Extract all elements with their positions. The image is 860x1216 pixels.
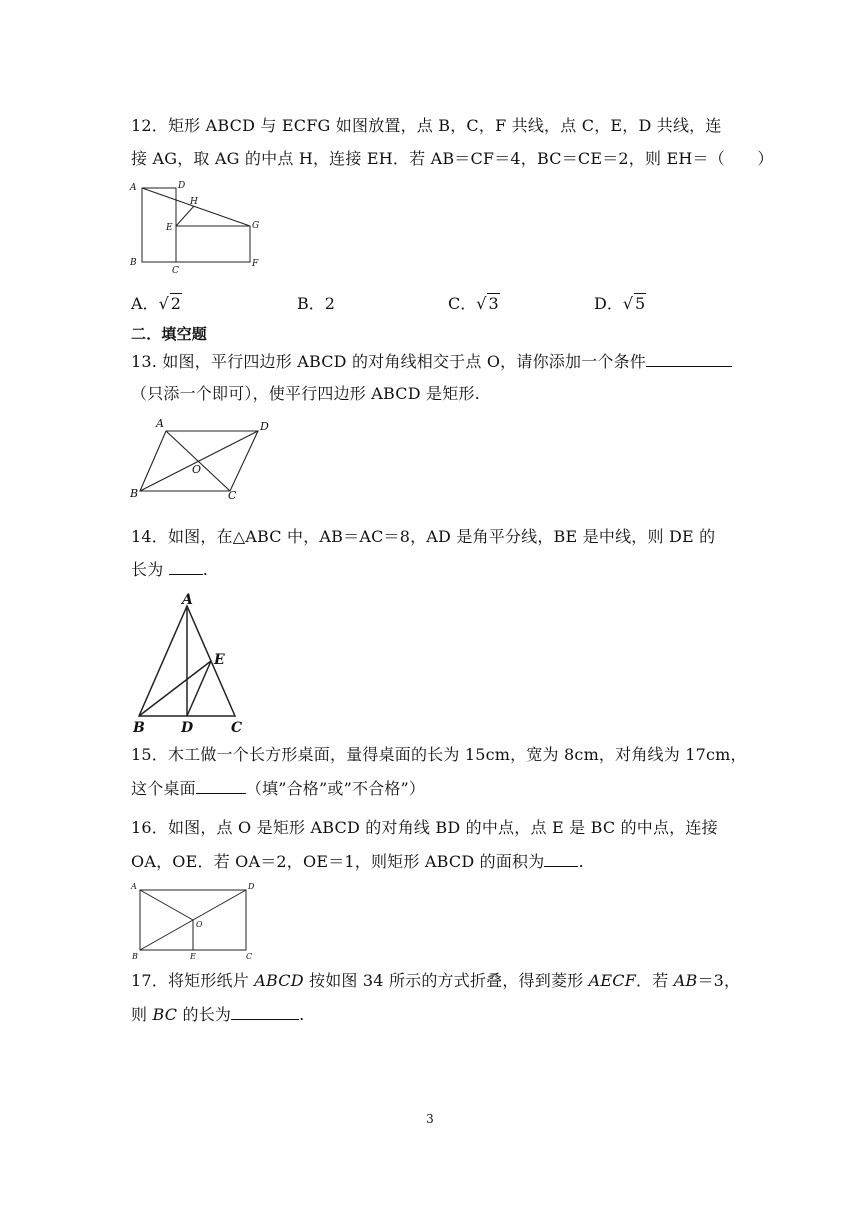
q16-label-D: D <box>248 882 255 891</box>
q16-label-A: A <box>131 882 137 891</box>
answer-blank <box>646 366 732 367</box>
q12-label-F: F <box>252 259 259 269</box>
q13-label-C: C <box>228 489 237 502</box>
q12-label-E: E <box>166 223 173 233</box>
q12-option-c: C．√ 3 <box>448 294 499 313</box>
q13-label-A: A <box>156 417 164 430</box>
q14-line-1: 14．如图，在△ABC 中，AB＝AC＝8，AD 是角平分线，BE 是中线，则 DE 的 <box>131 527 716 546</box>
q17-line-2: 则 BC 的长为 . <box>131 1005 305 1024</box>
q12-line-2: 接 AG，取 AG 的中点 H，连接 EH．若 AB＝CF＝4，BC＝CE＝2，则 EH＝（ ） <box>131 149 774 168</box>
q16-label-E: E <box>190 952 196 961</box>
sqrt-symbol: √ 5 <box>622 294 646 313</box>
answer-blank <box>544 866 578 867</box>
q16-label-O: O <box>196 920 203 929</box>
q12-label-B: B <box>130 258 137 268</box>
q13-label-D: D <box>260 420 269 433</box>
q15-line-1: 15．木工做一个长方形桌面，量得桌面的长为 15cm，宽为 8cm，对角线为 17cm， <box>131 745 747 764</box>
q14-figure <box>128 590 252 736</box>
answer-blank <box>196 793 246 794</box>
q15-line-2: 这个桌面 （填”合格”或”不合格”） <box>131 779 426 798</box>
q12-label-C: C <box>172 266 179 276</box>
q14-label-A: A <box>182 592 193 608</box>
q12-label-H: H <box>190 197 198 207</box>
q14-label-C: C <box>231 720 243 736</box>
q13-line-2: （只添一个即可），使平行四边形 ABCD 是矩形. <box>131 384 480 403</box>
page-number: 3 <box>426 1112 434 1126</box>
q14-label-D: D <box>181 720 194 736</box>
sqrt-symbol: √ 3 <box>476 294 499 313</box>
section-heading: 二．填空题 <box>131 325 208 343</box>
q14-label-B: B <box>133 720 145 736</box>
q12-label-A: A <box>130 183 137 193</box>
q12-option-d: D．√ 5 <box>594 294 646 313</box>
q16-label-B: B <box>132 952 138 961</box>
answer-blank <box>231 1019 299 1020</box>
q14-line-2: 长为 . <box>131 560 208 579</box>
q12-option-a: A．√ 2 <box>131 294 181 313</box>
q13-label-B: B <box>130 487 139 500</box>
q13-label-O: O <box>192 463 202 476</box>
q16-label-C: C <box>246 952 253 961</box>
q14-label-E: E <box>214 652 225 668</box>
answer-blank <box>169 574 203 575</box>
q12-label-G: G <box>252 221 260 231</box>
q12-line-1: 12．矩形 ABCD 与 ECFG 如图放置，点 B，C，F 共线，点 C，E，D 共线，连 <box>131 116 722 135</box>
q16-figure <box>128 878 264 964</box>
q16-line-1: 16．如图，点 O 是矩形 ABCD 的对角线 BD 的中点，点 E 是 BC 的中点，连接 <box>131 818 718 837</box>
q12-figure <box>128 178 268 278</box>
q16-line-2: OA，OE．若 OA＝2，OE＝1，则矩形 ABCD 的面积为 . <box>131 852 584 871</box>
q12-label-D: D <box>178 181 186 191</box>
q13-line-1: 13. 如图，平行四边形 ABCD 的对角线相交于点 O，请你添加一个条件 <box>131 349 732 372</box>
q12-option-b: B．2 <box>297 294 335 313</box>
sqrt-symbol: √ 2 <box>158 294 181 313</box>
q13-figure <box>128 415 280 505</box>
q17-line-1: 17．将矩形纸片 ABCD 按如图 34 所示的方式折叠，得到菱形 AECF．若 AB＝3， <box>131 971 741 990</box>
